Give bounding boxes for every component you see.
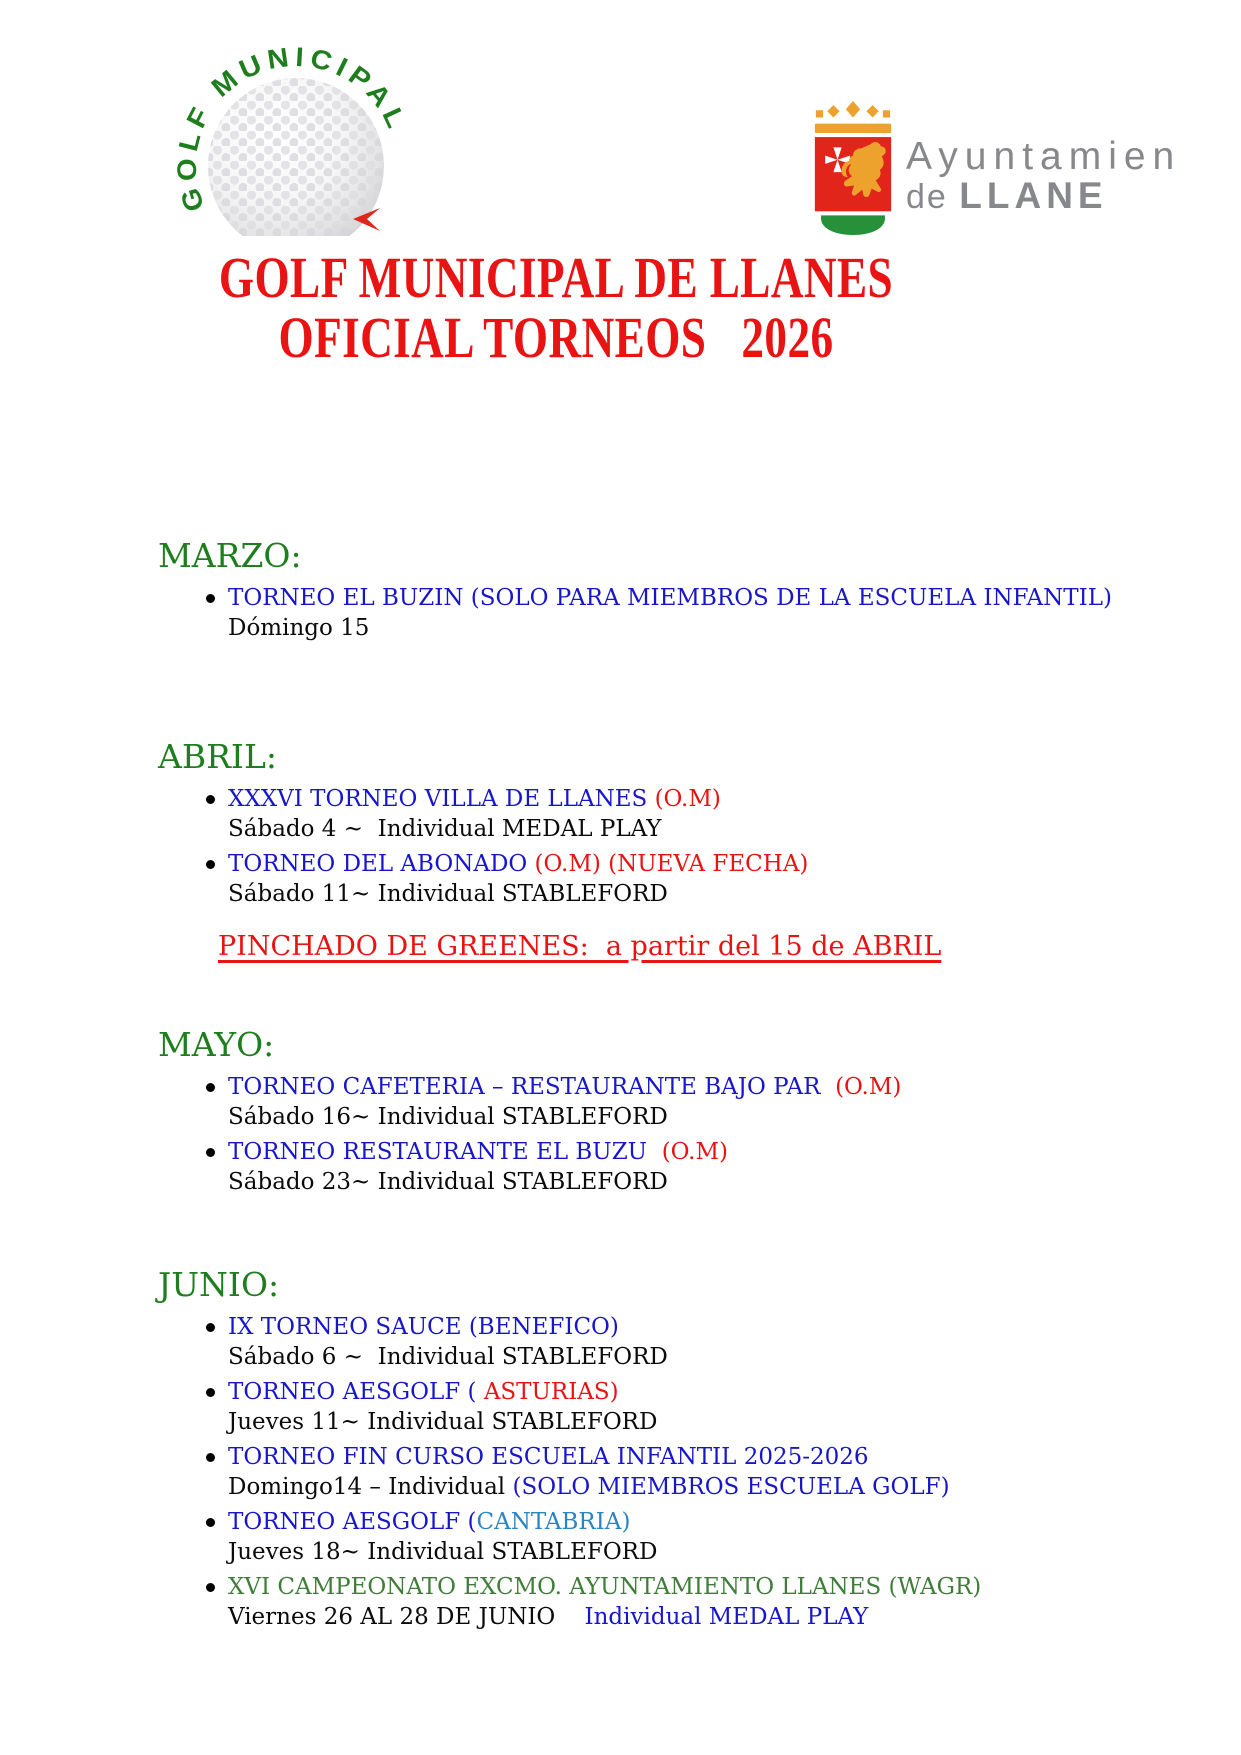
month-heading: MAYO: — [158, 1025, 275, 1064]
text-run: TORNEO AESGOLF ( — [228, 1509, 477, 1535]
text-run: (O.M) — [654, 786, 721, 812]
tournament-lines — [228, 1442, 950, 1502]
tournament-detail — [228, 1472, 950, 1502]
tournament-title — [228, 1072, 901, 1102]
ayto-wordmark-line1: Ayuntamien — [906, 138, 1182, 178]
tournament-title — [228, 1572, 981, 1602]
ayto-wordmark — [906, 138, 1241, 224]
text-run: Sábado 16~ Individual STABLEFORD — [228, 1104, 668, 1130]
text-run: Viernes 26 AL 28 DE JUNIO — [228, 1604, 585, 1630]
golf-ball-icon — [208, 78, 384, 236]
text-run: Sábado 23~ Individual STABLEFORD — [228, 1169, 668, 1195]
text-run: XVI CAMPEONATO EXCMO. AYUNTAMIENTO LLANES (WAGR) — [228, 1574, 982, 1600]
tournament-item — [158, 1442, 1241, 1502]
golf-club-logo — [128, 26, 433, 236]
tournament-item — [158, 1377, 1241, 1437]
tournament-title — [228, 1377, 657, 1407]
ayto-wordmark-line2 — [906, 176, 1241, 224]
text-run: Domingo14 – Individual — [228, 1474, 513, 1500]
bullet-icon — [206, 1323, 215, 1332]
ayto-llanes-text: LLANE — [959, 175, 1108, 216]
text-run: TORNEO EL BUZIN (SOLO PARA MIEMBROS DE LA ESCUELA INFANTIL) — [228, 585, 1112, 611]
title-line-2: OFICIAL TORNEOS 2026 — [278, 305, 834, 370]
text-run: Dómingo 15 — [228, 615, 370, 641]
tournament-lines — [228, 583, 1112, 643]
month-section — [158, 1263, 1241, 1632]
bullet-icon — [206, 795, 215, 804]
month-section — [158, 735, 1241, 965]
tournament-item — [158, 784, 1241, 844]
text-run: Sábado 6 ~ Individual STABLEFORD — [228, 1344, 668, 1370]
text-run: Sábado 4 ~ Individual MEDAL PLAY — [228, 816, 662, 842]
tournament-detail — [228, 1602, 981, 1632]
tournament-lines — [228, 1377, 657, 1437]
bullet-icon — [206, 860, 215, 869]
month-heading: MARZO: — [158, 536, 302, 575]
text-run: (O.M) (NUEVA FECHA) — [534, 851, 809, 877]
document-header — [0, 0, 1241, 236]
tournament-detail — [228, 613, 1112, 643]
tournament-item — [158, 1137, 1241, 1197]
tournament-lines — [228, 1137, 728, 1197]
shield-base — [821, 215, 885, 235]
tournament-title — [228, 1137, 728, 1167]
text-run: IX TORNEO SAUCE (BENEFICO) — [228, 1314, 619, 1340]
ayto-de-text: de — [906, 178, 960, 216]
tournament-lines — [228, 1312, 668, 1372]
text-run: TORNEO CAFETERIA – RESTAURANTE BAJO PAR — [228, 1074, 836, 1100]
month-heading: ABRIL: — [158, 737, 277, 776]
text-run: (SOLO MIEMBROS ESCUELA GOLF) — [512, 1474, 950, 1500]
month-heading: JUNIO: — [158, 1265, 280, 1304]
text-run: Jueves 11~ Individual STABLEFORD — [228, 1409, 658, 1435]
tournament-title — [228, 1312, 668, 1342]
golf-logo-arc-label: GOLF MUNICIPAL — [171, 41, 413, 216]
text-run: Individual MEDAL PLAY — [584, 1604, 869, 1630]
text-run: TORNEO AESGOLF ( — [228, 1379, 484, 1405]
tournament-title — [228, 784, 721, 814]
tournament-title — [228, 849, 808, 879]
schedule-sections — [158, 534, 1241, 1632]
tournament-detail — [228, 1342, 668, 1372]
text-run: CANTABRIA) — [476, 1509, 631, 1535]
text-run: Sábado 11~ Individual STABLEFORD — [228, 881, 668, 907]
tournament-lines — [228, 784, 721, 844]
bullet-icon — [206, 1388, 215, 1397]
text-run: TORNEO RESTAURANTE EL BUZU — [228, 1139, 662, 1165]
tournament-item — [158, 1572, 1241, 1632]
tournament-title — [228, 583, 1112, 613]
tournament-lines — [228, 1072, 901, 1132]
tournament-detail — [228, 1102, 901, 1132]
tournament-item — [158, 1312, 1241, 1372]
month-section — [158, 534, 1241, 643]
bullet-icon — [206, 1083, 215, 1092]
text-run: XXXVI TORNEO VILLA DE LLANES — [228, 786, 655, 812]
bullet-icon — [206, 1453, 215, 1462]
tournament-schedule — [158, 534, 1241, 1632]
crown-icon — [815, 101, 891, 133]
bullet-icon — [206, 594, 215, 603]
tournament-title — [228, 1442, 950, 1472]
text-run: ASTURIAS) — [483, 1379, 619, 1405]
tournament-item — [158, 1072, 1241, 1132]
text-run: Jueves 18~ Individual STABLEFORD — [228, 1539, 658, 1565]
tournament-lines — [228, 1572, 981, 1632]
tournament-item — [158, 583, 1241, 643]
tournament-lines — [228, 1507, 657, 1567]
tournament-title — [228, 1507, 657, 1537]
text-run: (O.M) — [661, 1139, 729, 1165]
title-line-1: GOLF MUNICIPAL DE LLANES — [218, 245, 894, 310]
tournament-detail — [228, 1407, 657, 1437]
tournament-detail — [228, 814, 721, 844]
tournament-item — [158, 1507, 1241, 1567]
text-run: TORNEO FIN CURSO ESCUELA INFANTIL 2025-2026 — [228, 1444, 869, 1470]
bullet-icon — [206, 1583, 215, 1592]
tournament-detail — [228, 1167, 728, 1197]
text-run: TORNEO DEL ABONADO — [228, 851, 535, 877]
llanes-coat-of-arms — [812, 101, 894, 235]
tournament-detail — [228, 879, 808, 909]
greens-maintenance-note: PINCHADO DE GREENES: a partir del 15 de ABRIL — [218, 931, 942, 962]
text-run: (O.M) — [835, 1074, 902, 1100]
tournament-item — [158, 849, 1241, 909]
tournament-lines — [228, 849, 808, 909]
bullet-icon — [206, 1518, 215, 1527]
month-section — [158, 1023, 1241, 1197]
bullet-icon — [206, 1148, 215, 1157]
page-title — [0, 245, 1112, 370]
tournament-detail — [228, 1537, 657, 1567]
